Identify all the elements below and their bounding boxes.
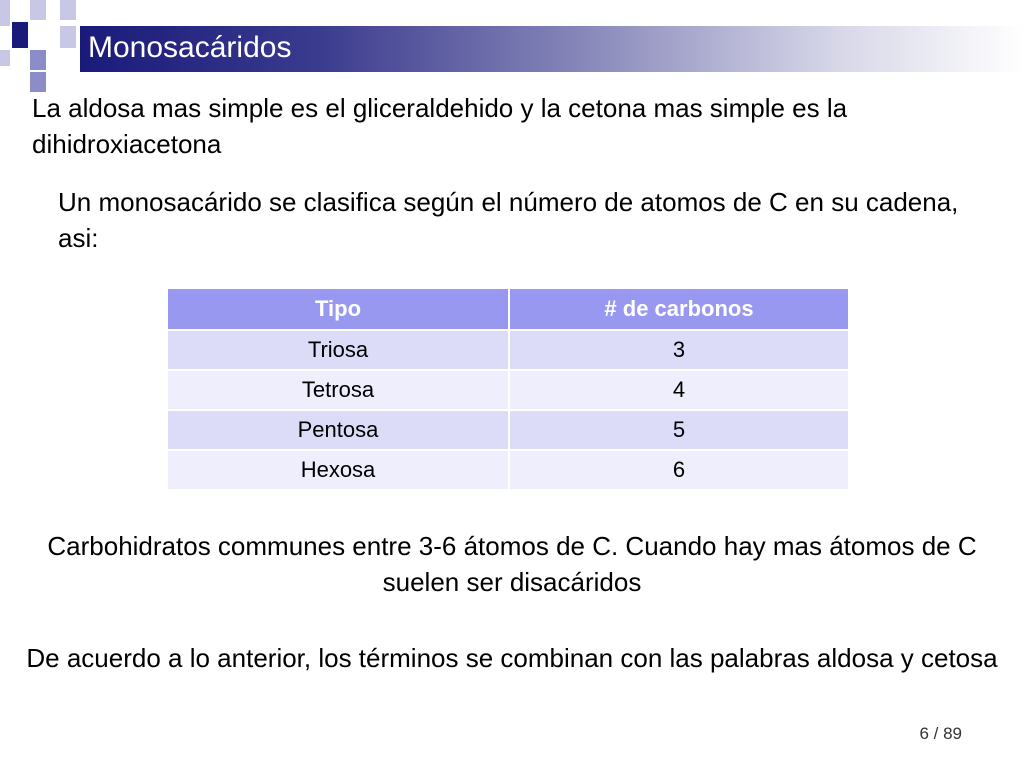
paragraph-clasificacion: Un monosacárido se clasifica según el número de atomos de C en su cadena, asi: (58, 187, 959, 253)
decorative-square (0, 50, 10, 66)
cell-carbonos: 5 (509, 410, 849, 450)
decorative-square (60, 0, 76, 20)
decorative-square (12, 22, 28, 48)
header-tipo: Tipo (167, 288, 509, 330)
decorative-square (60, 26, 76, 48)
cell-tipo: Triosa (167, 330, 509, 370)
cell-tipo: Pentosa (167, 410, 509, 450)
cell-carbonos: 6 (509, 450, 849, 490)
cell-carbonos: 4 (509, 370, 849, 410)
table-row (167, 450, 849, 490)
slide-title: Monosacáridos (88, 31, 292, 64)
cell-carbonos: 3 (509, 330, 849, 370)
table-header-row (167, 288, 849, 330)
header-carbonos: # de carbonos (509, 288, 849, 330)
decorative-square (30, 72, 46, 92)
page-number: 6 / 89 (919, 724, 962, 743)
cell-tipo: Tetrosa (167, 370, 509, 410)
decorative-square (30, 0, 46, 20)
table-row (167, 370, 849, 410)
decorative-square (30, 50, 46, 70)
paragraph-carbohidratos: Carbohidratos communes entre 3-6 átomos de C. Cuando hay mas átomos de C suelen ser disacáridos (47, 531, 977, 597)
carbon-table (166, 287, 850, 491)
table-row (167, 330, 849, 370)
paragraph-aldosa: La aldosa mas simple es el gliceraldehido y la cetona mas simple es la dihidroxiacetona (32, 93, 848, 159)
decorative-square (0, 0, 10, 26)
table-row (167, 410, 849, 450)
paragraph-terminos: De acuerdo a lo anterior, los términos se combinan con las palabras aldosa y cetosa (26, 643, 998, 673)
cell-tipo: Hexosa (167, 450, 509, 490)
